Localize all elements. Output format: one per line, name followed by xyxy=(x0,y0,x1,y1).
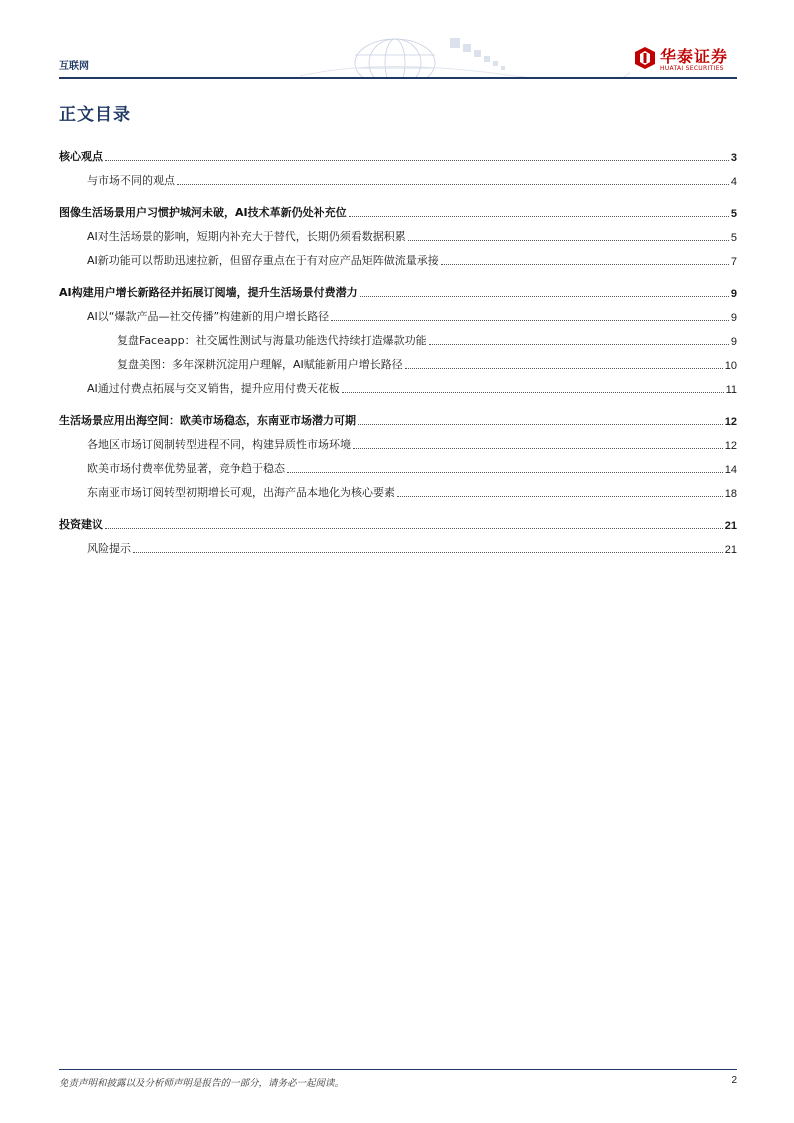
toc-entry[interactable] xyxy=(59,146,737,164)
toc-leader-dots xyxy=(429,343,729,345)
toc-entry[interactable] xyxy=(59,514,737,532)
toc-entry[interactable] xyxy=(59,458,737,476)
huatai-logo xyxy=(634,44,744,74)
page-title: 正文目录 xyxy=(59,105,131,125)
toc-entry[interactable] xyxy=(59,226,737,244)
toc-entry-page: 18 xyxy=(724,488,737,500)
toc-entry-title: AI以“爆款产品—社交传播”构建新的用户增长路径 xyxy=(87,310,330,323)
toc-leader-dots xyxy=(287,471,723,473)
toc-entry[interactable] xyxy=(59,170,737,188)
toc-entry-title: 东南亚市场订阅转型初期增长可观，出海产品本地化为核心要素 xyxy=(87,486,395,499)
toc-entry-title: 复盘美图：多年深耕沉淀用户理解，AI赋能新用户增长路径 xyxy=(117,358,403,371)
toc-entry-title: 投资建议 xyxy=(59,518,103,531)
toc-entry-page: 12 xyxy=(724,440,737,452)
header-section-label: 互联网 xyxy=(59,61,89,72)
toc-entry-title: 生活场景应用出海空间：欧美市场稳态，东南亚市场潜力可期 xyxy=(59,414,356,427)
toc-leader-dots xyxy=(342,391,724,393)
toc-entry[interactable] xyxy=(59,434,737,452)
logo-text-cn: 华泰证券 xyxy=(660,47,729,66)
toc-entry-title: AI新功能可以帮助迅速拉新，但留存重点在于有对应产品矩阵做流量承接 xyxy=(87,254,439,267)
toc-leader-dots xyxy=(177,183,729,185)
toc-entry-title: AI对生活场景的影响，短期内补充大于替代，长期仍须看数据积累 xyxy=(87,230,406,243)
toc-entry-page: 12 xyxy=(724,416,737,428)
toc-entry-page: 14 xyxy=(724,464,737,476)
toc-entry-page: 7 xyxy=(730,256,737,268)
toc-leader-dots xyxy=(441,263,729,265)
toc-entry-page: 9 xyxy=(730,336,737,348)
header-divider xyxy=(59,77,737,79)
toc-entry-page: 5 xyxy=(730,208,737,220)
toc-entry-page: 21 xyxy=(724,520,737,532)
toc-entry-title: 核心观点 xyxy=(59,150,103,163)
toc-entry[interactable] xyxy=(59,482,737,500)
footer-divider xyxy=(59,1069,737,1070)
page-number: 2 xyxy=(731,1075,737,1086)
toc-entry[interactable] xyxy=(59,538,737,556)
toc-entry-title: 欧美市场付费率优势显著，竞争趋于稳态 xyxy=(87,462,285,475)
toc-entry-title: AI构建用户增长新路径并拓展订阅墙，提升生活场景付费潜力 xyxy=(59,286,358,299)
toc-leader-dots xyxy=(353,447,723,449)
logo-text-en: HUATAI SECURITIES xyxy=(660,65,724,72)
toc-entry-page: 3 xyxy=(730,152,737,164)
toc-entry[interactable] xyxy=(59,250,737,268)
toc-entry[interactable] xyxy=(59,378,737,396)
toc-entry-title: 复盘Faceapp：社交属性测试与海量功能迭代持续打造爆款功能 xyxy=(117,334,427,347)
toc-leader-dots xyxy=(360,295,729,297)
toc-entry-title: 各地区市场订阅制转型进程不同，构建异质性市场环境 xyxy=(87,438,351,451)
toc-entry-title: AI通过付费点拓展与交叉销售，提升应用付费天花板 xyxy=(87,382,340,395)
toc-entry-page: 11 xyxy=(725,384,737,396)
toc-entry-page: 5 xyxy=(730,232,737,244)
toc-entry-page: 9 xyxy=(730,312,737,324)
toc-leader-dots xyxy=(105,527,723,529)
toc-leader-dots xyxy=(358,423,723,425)
header-globe-graphic xyxy=(300,28,630,78)
toc-leader-dots xyxy=(349,215,729,217)
toc-entry-page: 4 xyxy=(730,176,737,188)
huatai-logo-icon xyxy=(634,46,656,70)
toc-leader-dots xyxy=(405,367,723,369)
toc-entry-title: 图像生活场景用户习惯护城河未破，AI技术革新仍处补充位 xyxy=(59,206,347,219)
toc-leader-dots xyxy=(105,159,729,161)
toc-entry[interactable] xyxy=(59,306,737,324)
toc-entry[interactable] xyxy=(59,354,737,372)
toc-entry-page: 9 xyxy=(730,288,737,300)
toc-leader-dots xyxy=(397,495,723,497)
toc-leader-dots xyxy=(331,319,729,321)
footer-disclaimer: 免责声明和披露以及分析师声明是报告的一部分，请务必一起阅读。 xyxy=(59,1078,345,1089)
toc-leader-dots xyxy=(133,551,723,553)
toc-entry-page: 10 xyxy=(724,360,737,372)
toc-entry-title: 风险提示 xyxy=(87,542,131,555)
toc-entry[interactable] xyxy=(59,202,737,220)
toc-entry[interactable] xyxy=(59,282,737,300)
toc-leader-dots xyxy=(408,239,729,241)
toc-entry[interactable] xyxy=(59,330,737,348)
toc-entry[interactable] xyxy=(59,410,737,428)
toc-entry-page: 21 xyxy=(724,544,737,556)
toc-entry-title: 与市场不同的观点 xyxy=(87,174,175,187)
